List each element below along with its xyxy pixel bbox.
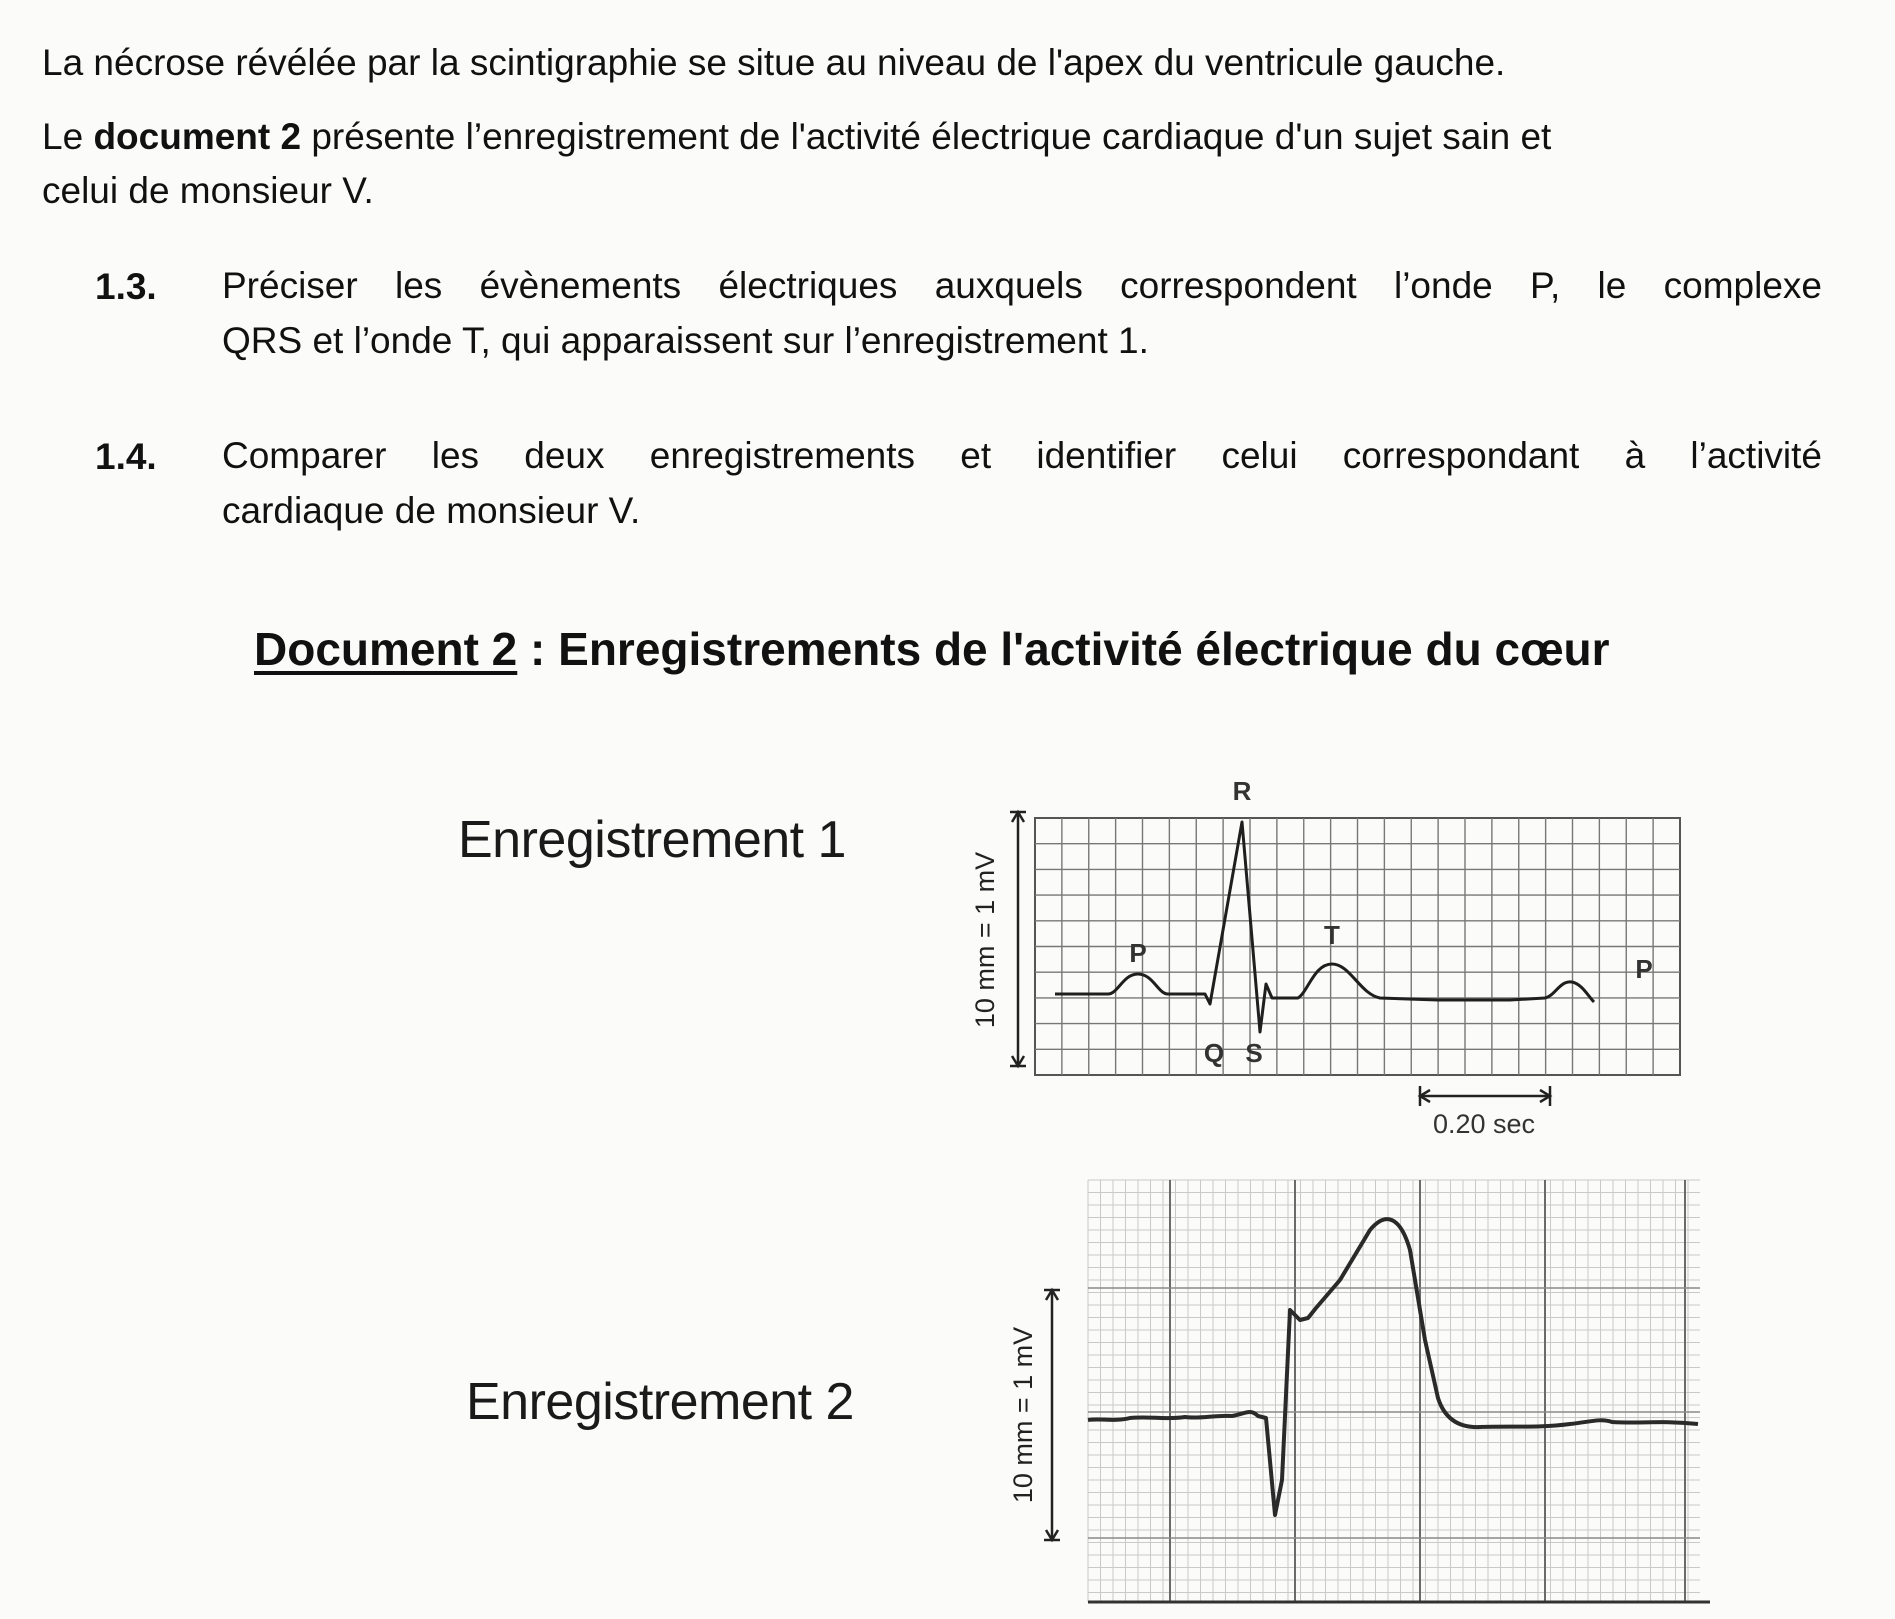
question-number: 1.4. — [95, 436, 157, 477]
ecg-1-wave-label-r: R — [1232, 776, 1252, 806]
intro-line-2-prefix: Le — [42, 116, 94, 157]
question-line: cardiaque de monsieur V. — [222, 490, 641, 531]
ecg-1-wave-label-q: Q — [1203, 1038, 1225, 1068]
ecg-2-scale-label: 10 mm = 1 mV — [1008, 1326, 1038, 1504]
ecg-1-wave-label-t: T — [1324, 920, 1340, 950]
ecg-1-wave-label-p: P — [1129, 938, 1147, 968]
ecg-recording-1 — [960, 770, 1700, 1150]
question-line: QRS et l’onde T, qui apparaissent sur l’enregistrement 1. — [222, 320, 1149, 361]
question-line: Comparer les deux enregistrements et identifier celui correspondant à l’activité — [222, 435, 1822, 476]
document-title — [254, 622, 1610, 676]
ecg-1-wave-label-p2: P — [1635, 954, 1653, 984]
ecg-1-time-bar — [1420, 1086, 1550, 1106]
ecg-recording-2 — [1000, 1170, 1720, 1615]
question-text — [222, 428, 1822, 538]
ecg-2-scale-bar — [1044, 1290, 1060, 1540]
ecg-1-scale-bar — [1010, 812, 1026, 1066]
recording-2-label: Enregistrement 2 — [466, 1373, 854, 1431]
document-title-rest: : Enregistrements de l'activité électrique du cœur — [517, 623, 1610, 675]
intro-document-reference: document 2 — [93, 116, 302, 157]
ecg-1-time-label: 0.20 sec — [1432, 1109, 1536, 1139]
ecg-1-wave-label-s: S — [1245, 1038, 1263, 1068]
intro-paragraph — [42, 110, 1551, 218]
question-line: Préciser les évènements électriques auxquels correspondent l’onde P, le complexe — [222, 265, 1822, 306]
intro-line-1: La nécrose révélée par la scintigraphie se situe au niveau de l'apex du ventricule gauche. — [42, 42, 1506, 83]
document-title-underlined: Document 2 — [254, 623, 518, 675]
intro-line-3: celui de monsieur V. — [42, 170, 374, 211]
intro-line-2-rest: présente l’enregistrement de l'activité électrique cardiaque d'un sujet sain et — [301, 116, 1552, 157]
question-number: 1.3. — [95, 266, 157, 307]
ecg-2-grid — [1088, 1180, 1710, 1602]
recording-1-label: Enregistrement 1 — [458, 811, 846, 869]
ecg-1-scale-label: 10 mm = 1 mV — [970, 851, 1000, 1029]
question-text — [222, 258, 1822, 368]
